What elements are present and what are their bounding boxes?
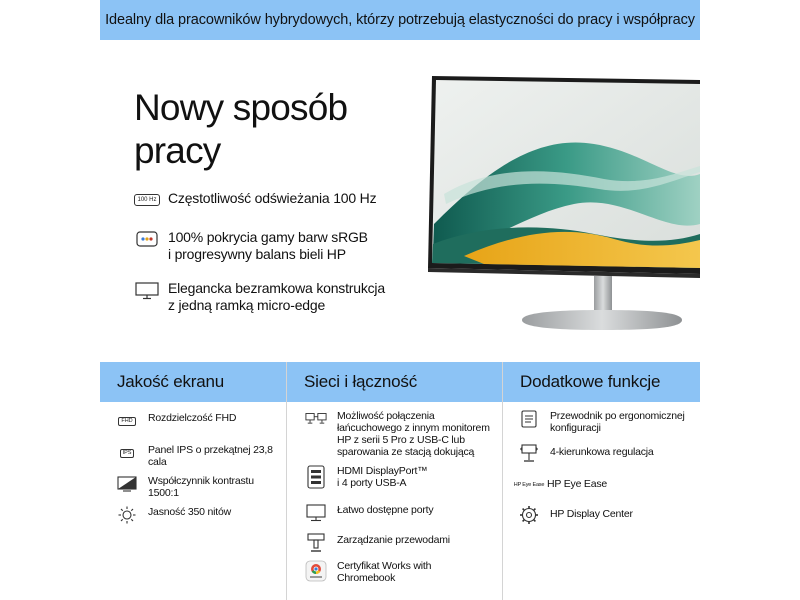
spec-item-hp-display-center	[518, 505, 698, 525]
column-divider	[502, 362, 503, 600]
monitor-outline-icon	[134, 280, 160, 300]
spec-item-text: HP Eye Ease	[547, 478, 608, 490]
spec-item-four-way-adjust	[518, 443, 698, 463]
feature-micro-edge	[134, 280, 385, 314]
top-banner	[100, 0, 700, 40]
hp-eye-ease-logo: HP Eye Ease	[513, 482, 545, 488]
feature-text-line-1: 100% pokrycia gamy barw sRGB	[168, 229, 368, 245]
spec-item-fhd	[116, 412, 284, 430]
feature-text: Częstotliwość odświeżania 100 Hz	[168, 190, 377, 206]
spec-header-connectivity	[287, 362, 502, 402]
spec-header-title: Jakość ekranu	[117, 372, 225, 391]
chromebook-icon	[305, 560, 327, 582]
spec-item-daisy-chain	[305, 410, 501, 458]
hp-display-center-icon	[518, 505, 540, 525]
column-divider	[286, 362, 287, 600]
brightness-sun-icon	[116, 506, 138, 524]
headline-line-2: pracy	[134, 130, 221, 171]
spec-item-text: HP Display Center	[550, 508, 633, 520]
feature-text-line-2: i progresywny balans bieli HP	[168, 246, 346, 262]
spec-item-ergonomic-guide	[518, 410, 698, 434]
contrast-icon	[116, 475, 138, 493]
ergonomic-guide-icon	[518, 410, 540, 428]
spec-item-text-line-2: i 4 porty USB-A	[337, 477, 407, 489]
spec-item-text: Możliwość połączenia łańcuchowego z innym monitorem HP z serii 5 Pro z USB-C lub sparowania ze stacją dokującą	[337, 410, 490, 458]
spec-header-title: Dodatkowe funkcje	[520, 372, 661, 391]
spec-item-text: Rozdzielczość FHD	[148, 412, 237, 424]
spec-item-cable-management	[305, 534, 501, 552]
spec-item-ports	[305, 465, 501, 489]
spec-item-brightness	[116, 506, 284, 524]
spec-item-text: Łatwo dostępne porty	[337, 504, 434, 516]
spec-item-text: Jasność 350 nitów	[148, 506, 231, 518]
spec-item-accessible-ports	[305, 504, 501, 522]
spec-item-text: Zarządzanie przewodami	[337, 534, 450, 546]
spec-item-text: 4-kierunkowa regulacja	[550, 446, 654, 458]
spec-item-text-line-1: Certyfikat Works with	[337, 560, 432, 572]
monitor-product-image	[424, 74, 700, 334]
spec-item-text: Współczynnik kontrastu 1500:1	[148, 475, 254, 499]
spec-header-extra-features	[503, 362, 700, 402]
spec-item-text-line-2: Chromebook	[337, 572, 396, 584]
headline	[134, 86, 414, 172]
color-gamut-icon	[134, 229, 160, 249]
spec-item-contrast	[116, 475, 284, 499]
spec-header-screen-quality	[100, 362, 286, 402]
daisy-chain-icon	[305, 410, 327, 428]
ports-icon	[305, 465, 327, 489]
ips-badge-icon: IPS	[116, 444, 138, 462]
banner-text: Idealny dla pracowników hybrydowych, którzy potrzebują elastyczności do pracy i współpracy	[105, 12, 695, 28]
feature-text-line-2: z jedną ramką micro-edge	[168, 297, 326, 313]
spec-item-chromebook	[305, 560, 501, 584]
headline-line-1: Nowy sposób	[134, 87, 348, 128]
cable-management-icon	[305, 534, 327, 552]
spec-item-ips	[116, 444, 284, 468]
spec-header-title: Sieci i łączność	[304, 372, 418, 391]
fhd-badge-icon: FHD	[116, 412, 138, 430]
feature-refresh-rate	[134, 190, 376, 210]
feature-color-gamut	[134, 229, 368, 263]
refresh-rate-100hz-icon: 100 Hz	[134, 190, 160, 210]
spec-item-text: Panel IPS o przekątnej 23,8 cala	[148, 444, 273, 468]
four-way-adjust-icon	[518, 443, 540, 463]
accessible-ports-icon	[305, 504, 327, 522]
spec-item-hp-eye-ease	[514, 476, 698, 494]
spec-item-text: Przewodnik po ergonomicznej konfiguracji	[550, 410, 685, 434]
spec-item-text-line-1: HDMI DisplayPort™	[337, 465, 428, 477]
feature-text-line-1: Elegancka bezramkowa konstrukcja	[168, 280, 385, 296]
